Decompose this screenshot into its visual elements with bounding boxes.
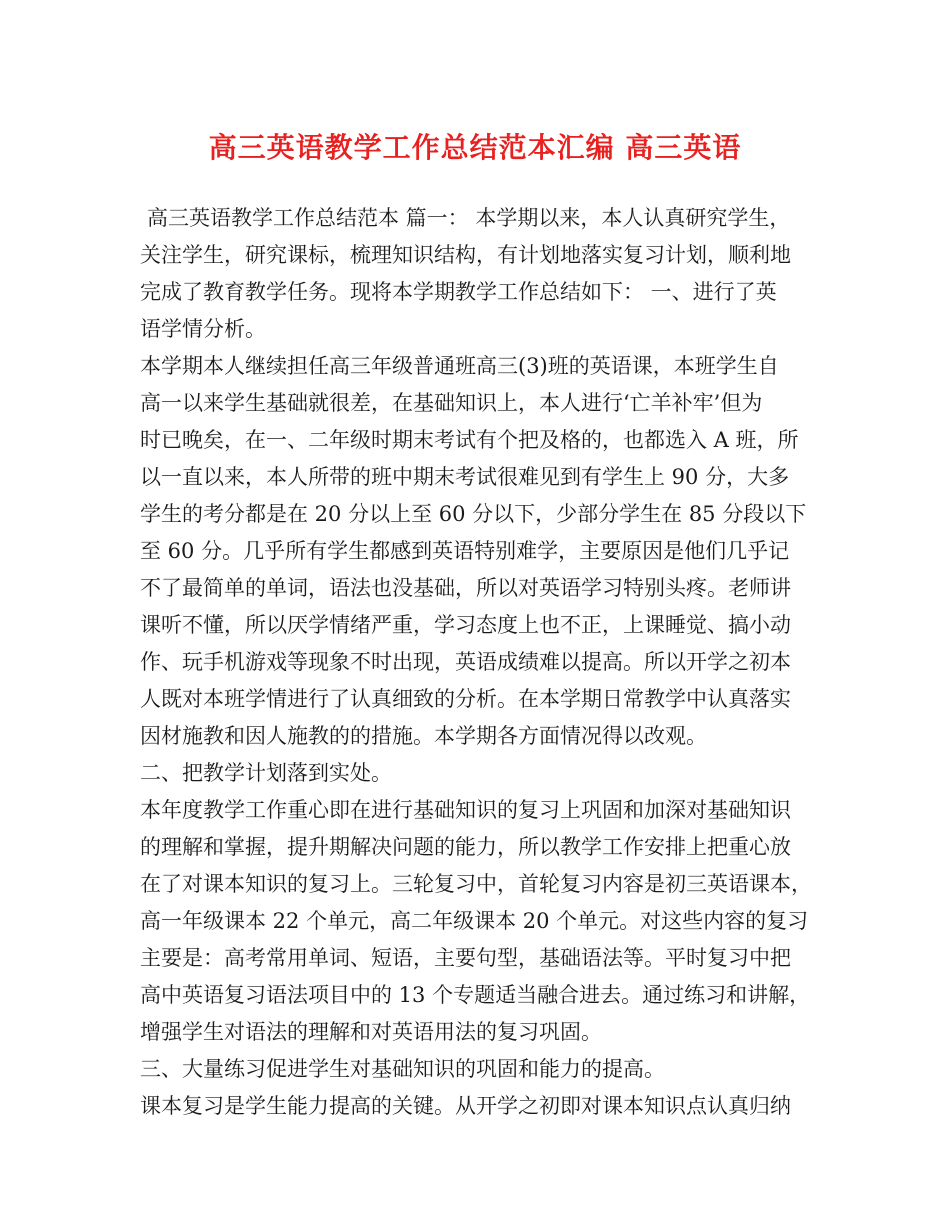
body-line: 高一以来学生基础就很差，在基础知识上，本人进行‘亡羊补牢’但为 <box>140 391 763 415</box>
body-line: 关注学生，研究课标，梳理知识结构，有计划地落实复习计划，顺利地 <box>140 243 791 267</box>
document-title: 高三英语教学工作总结范本汇编 高三英语 <box>208 131 742 164</box>
body-line: 不了最简单的单词，语法也没基础，所以对英语学习特别头疼。老师讲 <box>140 576 791 600</box>
body-line: 高三英语教学工作总结范本 篇一： 本学期以来，本人认真研究学生， <box>147 206 791 230</box>
body-line: 高一年级课本 22 个单元，高二年级课本 20 个单元。对这些内容的复习 <box>140 909 809 933</box>
body-line: 作、玩手机游戏等现象不时出现，英语成绩难以提高。所以开学之初本 <box>140 650 791 674</box>
body-line: 本学期本人继续担任高三年级普通班高三(3)班的英语课，本班学生自 <box>140 354 779 378</box>
body-line: 时已晚矣，在一、二年级时期末考试有个把及格的，也都选入 A 班，所 <box>140 428 799 452</box>
body-line: 人既对本班学情进行了认真细致的分析。在本学期日常教学中认真落实 <box>140 687 791 711</box>
body-line: 增强学生对语法的理解和对英语用法的复习巩固。 <box>140 1020 602 1044</box>
body-line: 课本复习是学生能力提高的关键。从开学之初即对课本知识点认真归纳 <box>140 1094 791 1118</box>
section-heading: 三、大量练习促进学生对基础知识的巩固和能力的提高。 <box>140 1057 665 1081</box>
body-line: 因材施教和因人施教的的措施。本学期各方面情况得以改观。 <box>140 724 707 748</box>
body-line: 课听不懂，所以厌学情绪严重，学习态度上也不正，上课睡觉、搞小动 <box>140 613 791 637</box>
body-line: 学生的考分都是在 20 分以上至 60 分以下，少部分学生在 85 分段以下 <box>140 502 807 526</box>
body-line: 在了对课本知识的复习上。三轮复习中，首轮复习内容是初三英语课本， <box>140 872 812 896</box>
body-line: 高中英语复习语法项目中的 13 个专题适当融合进去。通过练习和讲解， <box>140 983 811 1007</box>
document-body <box>140 200 840 1125</box>
body-line: 语学情分析。 <box>140 317 266 341</box>
section-heading: 二、把教学计划落到实处。 <box>140 761 392 785</box>
body-line: 主要是：高考常用单词、短语，主要句型，基础语法等。平时复习中把 <box>140 946 791 970</box>
body-line: 以一直以来，本人所带的班中期末考试很难见到有学生上 90 分，大多 <box>140 465 790 489</box>
body-line: 的理解和掌握，提升期解决问题的能力，所以教学工作安排上把重心放 <box>140 835 791 859</box>
body-line: 完成了教育教学任务。现将本学期教学工作总结如下： 一、进行了英 <box>140 280 777 304</box>
body-line: 至 60 分。几乎所有学生都感到英语特别难学，主要原因是他们几乎记 <box>140 539 790 563</box>
body-line: 本年度教学工作重心即在进行基础知识的复习上巩固和加深对基础知识 <box>140 798 791 822</box>
